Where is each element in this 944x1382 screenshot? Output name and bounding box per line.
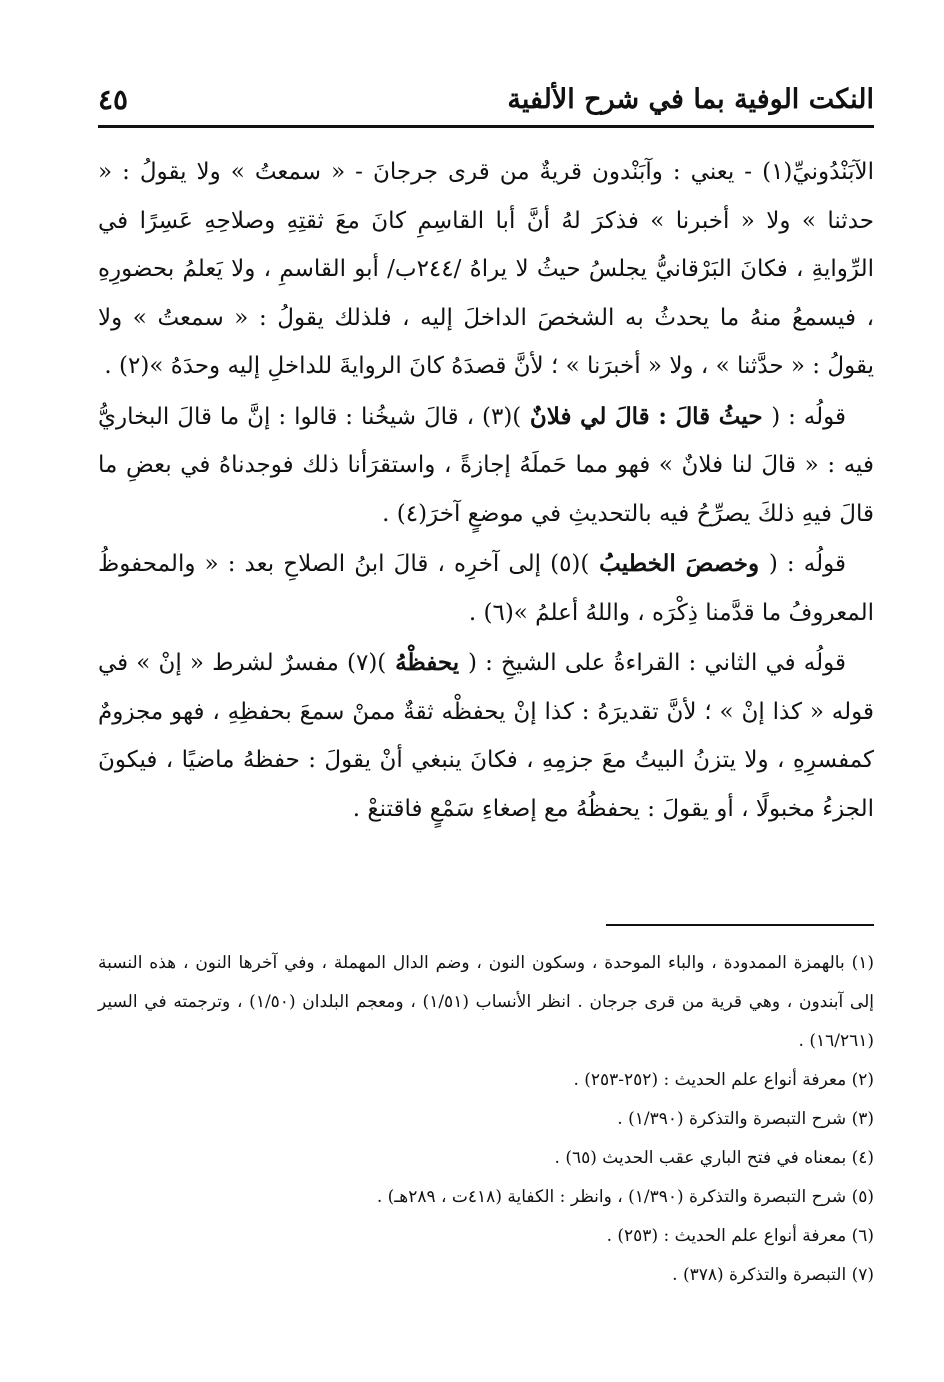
paragraph-1: الآبَنْدُونيِّ(١) - يعني : وآبَنْدون قريةٌ من قرى جرجانَ - « سمعتُ » ولا يقولُ : « حدثنا » ولا « أخبرنا » فذكرَ لهُ أنَّ أبا القاسِمِ كانَ معَ ثقتِهِ وصلاحِهِ عَسِرًا في الرِّوايةِ ، فكانَ البَرْقانيُّ يجلسُ حيثُ لا يراهُ /٢٤٤ب/ أبو القاسمِ ، ولا يَعلمُ بحضورِهِ ، فيسمعُ منهُ ما يحدثُ به الشخصَ الداخلَ إليه ، فلذلك يقولُ : « سمعتُ » ولا يقولُ : « حدَّثنا » ، ولا « أخبرَنا » ؛ لأنَّ قصدَهُ كانَ الروايةَ للداخلِ إليه وحدَهُ »(٢) . [98,159,875,379]
header-rule [98,125,874,128]
footnote-separator [606,924,874,926]
running-title: النكت الوفية بما في شرح الألفية [507,83,874,115]
page-header [98,78,874,120]
page-number: ٤٥ [98,82,129,116]
footnote-5: (٥) شرح التبصرة والتذكرة (١/٣٩٠) ، وانظر : الكفاية (٤١٨ت ، ٢٨٩هـ) . [376,1187,874,1207]
paragraph-2-rest: )(٣) ، قالَ شيخُنا : قالوا : إنَّ ما قالَ البخاريُّ فيه : « قالَ لنا فلانٌ » فهو مما حَملَهُ إجازةً ، واستقرَأنا ذلك فوجدناهُ في بعضِ ما قالَ فيهِ ذلكَ يصرِّحُ فيه بالتحديثِ في موضعٍ آخرَ(٤) . [98,403,874,527]
paragraph-2 [98,393,874,539]
footnote-1: (١) بالهمزة الممدودة ، والباء الموحدة ، وسكون النون ، وضم الدال المهملة ، وفي آخرها النون ، هذه النسبة إلى آبندون ، وهي قرية من قرى جرجان . انظر الأنساب (١/٥١) ، ومعجم البلدان (١/٥٠) ، وترجمته في السير (١٦/٢٦١) . [98,953,875,1051]
paragraph-2-lead: قولُه : ( [771,403,847,430]
footnote-7: (٧) التبصرة والتذكرة (٣٧٨) . [672,1265,874,1285]
paragraph-3-rest: )(٥) إلى آخرِه ، قالَ ابنُ الصلاحِ بعد : « والمحفوظُ المعروفُ ما قدَّمنا ذِكْرَه ، واللهُ أعلمُ »(٦) . [98,551,874,626]
paragraph-3-quoted-term: وخصصَ الخطيبُ [589,550,769,577]
footnote-2: (٢) معرفة أنواع علم الحديث : (٢٥٢-٢٥٣) . [573,1070,874,1090]
footnote-3: (٣) شرح التبصرة والتذكرة (١/٣٩٠) . [617,1109,874,1129]
main-text [98,148,874,835]
footnote-4: (٤) بمعناه في فتح الباري عقب الحديث (٦٥) . [554,1148,874,1168]
paragraph-2-quoted-term: حيثُ قالَ : قالَ لي فلانٌ [521,402,772,430]
paragraph-3 [98,540,874,637]
footnote-6: (٦) معرفة أنواع علم الحديث : (٢٥٣) . [606,1226,874,1246]
paragraph-4 [98,639,874,833]
paragraph-3-lead: قولُه : ( [768,551,846,577]
paragraph-4-quoted-term: يحفظْهُ [386,649,469,676]
paragraph-4-lead: قولُه في الثاني : القراءةُ على الشيخِ : ( [468,650,846,676]
footnotes [98,944,874,1295]
paragraph-4-rest: )(٧) مفسرٌ لشرط « إنْ » في قوله « كذا إنْ » ؛ لأنَّ تقديرَهُ : كذا إنْ يحفظْه ثقةٌ ممنْ سمعَ بحفظِهِ ، فهو مجزومٌ كمفسرِهِ ، ولا يتزنُ البيتُ معَ جزمِهِ ، فكانَ ينبغي أنْ يقولَ : حفظهُ ماضيًا ، فيكونَ الجزءُ مخبولًا ، أو يقولَ : يحفظُهُ مع إصغاءِ سَمْعٍ فاقتنعْ . [98,650,874,822]
